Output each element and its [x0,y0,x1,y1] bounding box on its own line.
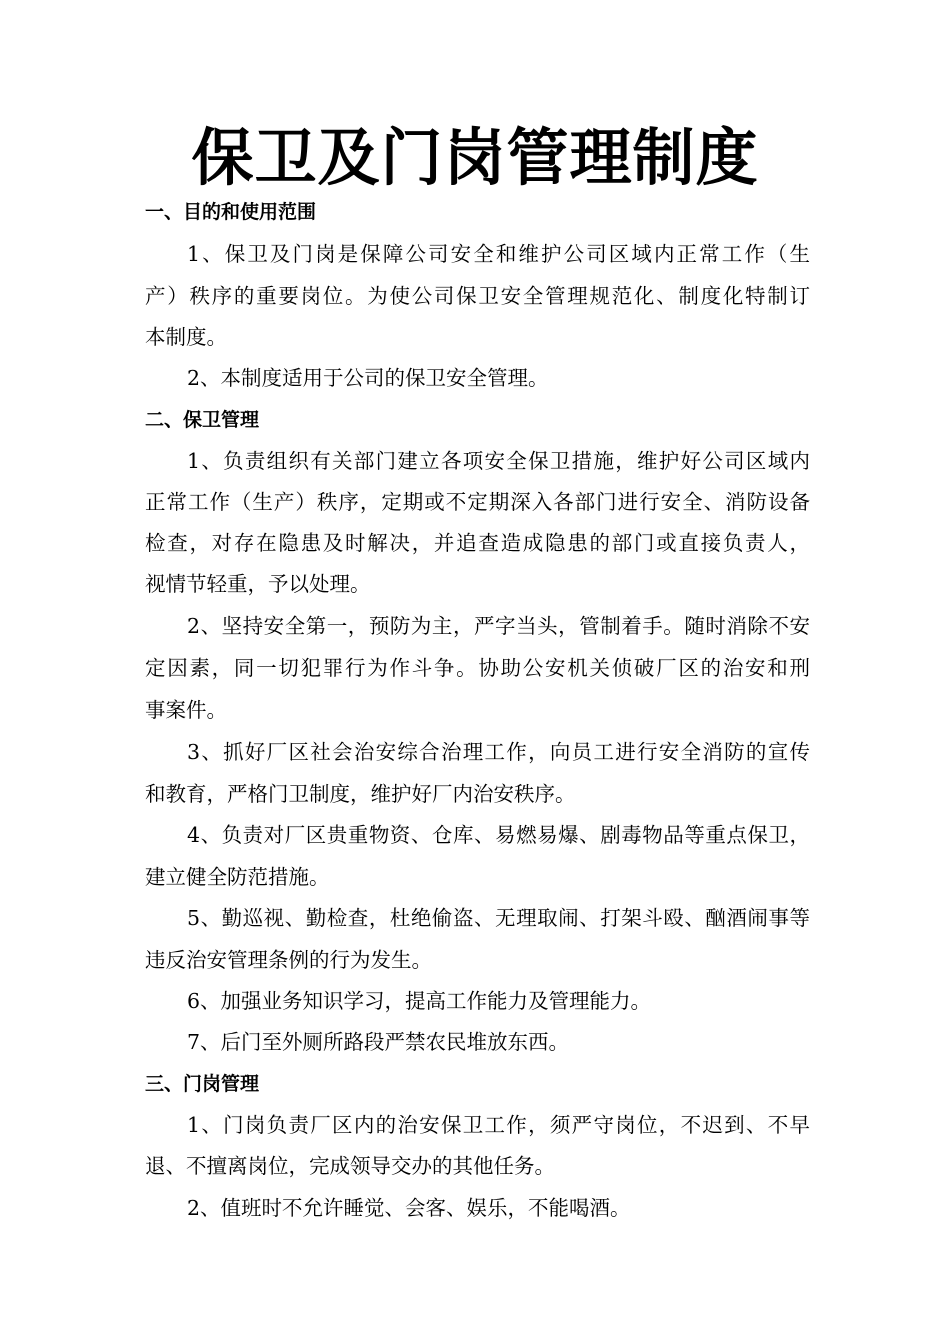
paragraph-line: 3、抓好厂区社会治安综合治理工作，向员工进行安全消防的宣传 [187,740,810,764]
section-heading-purpose-scope: 一、目的和使用范围 [145,201,317,223]
paragraph-line: 5、勤巡视、勤检查，杜绝偷盗、无理取闹、打架斗殴、酗酒闹事等 [187,906,810,930]
paragraph-line: 退、不擅离岗位，完成领导交办的其他任务。 [145,1154,555,1178]
paragraph-line: 违反治安管理条例的行为发生。 [145,948,432,972]
section-heading-security-management: 二、保卫管理 [145,409,260,431]
paragraph-line: 2、坚持安全第一，预防为主，严字当头，管制着手。随时消除不安 [187,614,810,638]
paragraph-line: 和教育，严格门卫制度，维护好厂内治安秩序。 [145,782,576,806]
paragraph-line: 建立健全防范措施。 [145,865,330,889]
document-title: 保卫及门岗管理制度 [191,121,759,194]
paragraph-line: 2、本制度适用于公司的保卫安全管理。 [187,366,549,390]
paragraph-line: 正常工作（生产）秩序，定期或不定期深入各部门进行安全、消防设备 [145,490,810,514]
paragraph-line: 1、负责组织有关部门建立各项安全保卫措施，维护好公司区域内 [187,449,810,473]
paragraph-line: 1、保卫及门岗是保障公司安全和维护公司区域内正常工作（生 [187,242,810,266]
paragraph-line: 事案件。 [145,698,227,722]
paragraph-line: 检查，对存在隐患及时解决，并追查造成隐患的部门或直接负责人， [145,531,810,555]
paragraph-line: 定因素，同一切犯罪行为作斗争。协助公安机关侦破厂区的治安和刑 [145,656,810,680]
paragraph-line: 4、负责对厂区贵重物资、仓库、易燃易爆、剧毒物品等重点保卫， [187,823,810,847]
paragraph-line: 视情节轻重，予以处理。 [145,572,371,596]
paragraph-line: 7、后门至外厕所路段严禁农民堆放东西。 [187,1030,570,1054]
paragraph-line: 1、门岗负责厂区内的治安保卫工作，须严守岗位，不迟到、不早 [187,1113,810,1137]
paragraph-line: 6、加强业务知识学习，提高工作能力及管理能力。 [187,989,652,1013]
paragraph-line: 产）秩序的重要岗位。为使公司保卫安全管理规范化、制度化特制订 [145,284,810,308]
paragraph-line: 本制度。 [145,325,227,349]
section-heading-gate-management: 三、门岗管理 [145,1073,260,1095]
paragraph-line: 2、值班时不允许睡觉、会客、娱乐，不能喝酒。 [187,1196,631,1220]
